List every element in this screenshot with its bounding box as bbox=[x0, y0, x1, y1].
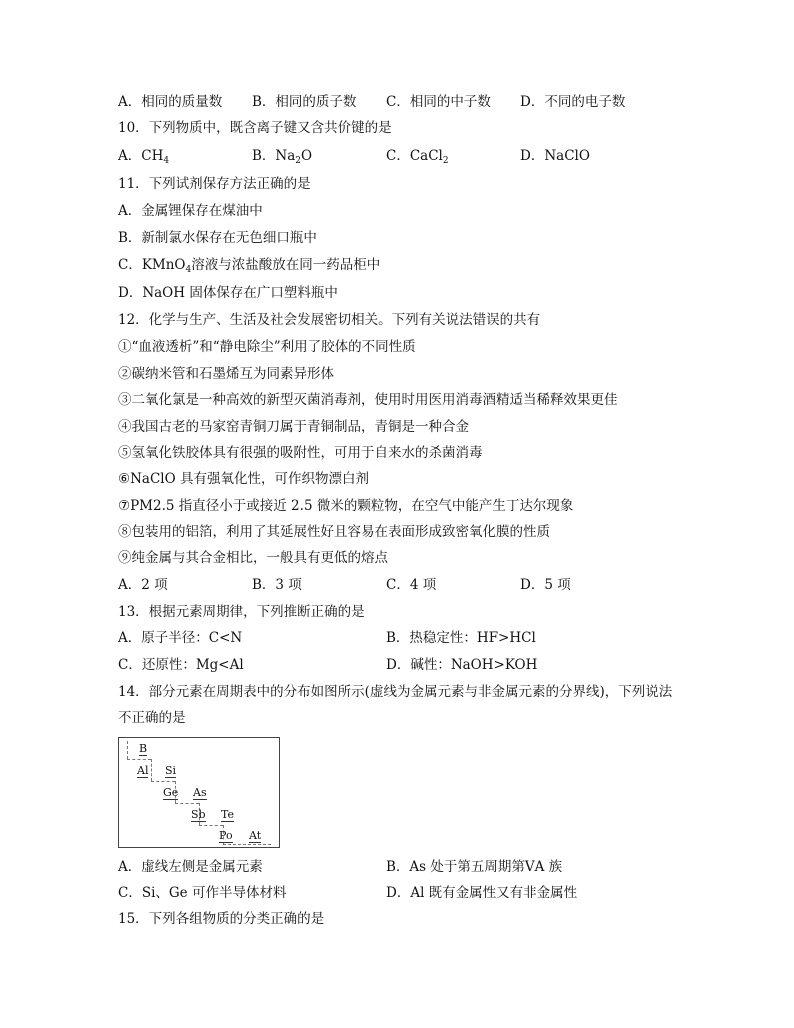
q12-item: ⑦PM2.5 指直径小于或接近 2.5 微米的颗粒物，在空气中能产生丁达尔现象 bbox=[118, 498, 574, 514]
q11-stem: 11．下列试剂保存方法正确的是 bbox=[118, 176, 311, 192]
element-sb: Sb bbox=[191, 808, 206, 821]
q14-option-d: D．Al 既有金属性又有非金属性 bbox=[386, 885, 578, 901]
boundary-line bbox=[223, 844, 271, 845]
boundary-line bbox=[151, 759, 152, 781]
q13-stem: 13．根据元素周期律，下列推断正确的是 bbox=[118, 604, 365, 620]
q10-option-d: D．NaClO bbox=[520, 148, 590, 164]
boundary-line bbox=[151, 781, 175, 782]
q10-option-b: B．$Na_2O$ bbox=[252, 148, 313, 166]
element-as: As bbox=[193, 786, 207, 799]
element-at: At bbox=[249, 829, 262, 842]
element-al: Al bbox=[137, 764, 149, 777]
q12-item: ②碳纳米管和石墨烯互为同素异形体 bbox=[118, 366, 334, 382]
q11-option-b: B．新制氯水保存在无色细口瓶中 bbox=[118, 230, 317, 246]
q12-stem: 12．化学与生产、生活及社会发展密切相关。下列有关说法错误的共有 bbox=[118, 312, 541, 328]
q12-item: ①“血液透析”和“静电除尘”利用了胶体的不同性质 bbox=[118, 339, 416, 355]
q14-stem-line2: 不正确的是 bbox=[118, 710, 186, 726]
element-si: Si bbox=[165, 764, 177, 777]
q10-option-c: C．CaCl$_2$ bbox=[386, 148, 449, 166]
q12-option-b: B．3 项 bbox=[252, 577, 302, 593]
q9-option-d: D．不同的电子数 bbox=[520, 94, 626, 110]
periodic-table-figure bbox=[118, 737, 280, 848]
q14-option-c: C．Si、Ge 可作半导体材料 bbox=[118, 885, 287, 901]
element-b: B bbox=[139, 742, 148, 755]
boundary-line bbox=[175, 803, 199, 804]
q13-option-d: D．碱性：NaOH>KOH bbox=[386, 657, 538, 673]
q10-option-a: A．$CH_4$ bbox=[118, 148, 170, 166]
q12-option-a: A．2 项 bbox=[118, 577, 168, 593]
q14-option-a: A．虚线左侧是金属元素 bbox=[118, 859, 263, 875]
q12-item: ⑧包装用的铝箔，利用了其延展性好且容易在表面形成致密氧化膜的性质 bbox=[118, 524, 550, 540]
q12-option-c: C．4 项 bbox=[386, 577, 437, 593]
q13-option-b: B．热稳定性：HF>HCl bbox=[386, 630, 536, 646]
q12-option-d: D．5 项 bbox=[520, 577, 571, 593]
q11-option-c: C．KMnO$_4$溶液与浓盐酸放在同一药品柜中 bbox=[118, 257, 381, 275]
boundary-line bbox=[127, 759, 151, 760]
q14-option-b: B．As 处于第五周期第ⅤA 族 bbox=[386, 859, 563, 875]
q12-item: ④我国古老的马家窑青铜刀属于青铜制品，青铜是一种合金 bbox=[118, 419, 469, 435]
element-ge: Ge bbox=[163, 786, 179, 799]
q15-stem: 15．下列各组物质的分类正确的是 bbox=[118, 911, 325, 927]
q14-stem-line1: 14．部分元素在周期表中的分布如图所示(虚线为金属元素与非金属元素的分界线)，下列说法 bbox=[118, 684, 673, 700]
q9-option-c: C．相同的中子数 bbox=[386, 94, 491, 110]
q12-item: ⑥NaClO 具有强氧化性，可作织物漂白剂 bbox=[118, 471, 369, 487]
q10-stem: 10．下列物质中，既含离子键又含共价键的是 bbox=[118, 120, 392, 136]
boundary-line bbox=[199, 825, 223, 826]
q11-option-d: D．NaOH 固体保存在广口塑料瓶中 bbox=[118, 285, 338, 301]
q12-item: ⑤氢氧化铁胶体具有很强的吸附性，可用于自来水的杀菌消毒 bbox=[118, 445, 483, 461]
q9-option-a: A．相同的质量数 bbox=[118, 94, 223, 110]
q13-option-a: A．原子半径：C<N bbox=[118, 630, 243, 646]
boundary-line bbox=[127, 741, 128, 759]
q13-option-c: C．还原性：Mg<Al bbox=[118, 657, 244, 673]
q12-item: ⑨纯金属与其合金相比，一般具有更低的熔点 bbox=[118, 550, 388, 566]
q9-option-b: B．相同的质子数 bbox=[252, 94, 357, 110]
element-po: Po bbox=[219, 829, 233, 842]
q11-option-a: A．金属锂保存在煤油中 bbox=[118, 203, 263, 219]
q12-item: ③二氧化氯是一种高效的新型灭菌消毒剂，使用时用医用消毒酒精适当稀释效果更佳 bbox=[118, 392, 618, 408]
element-te: Te bbox=[221, 808, 234, 821]
